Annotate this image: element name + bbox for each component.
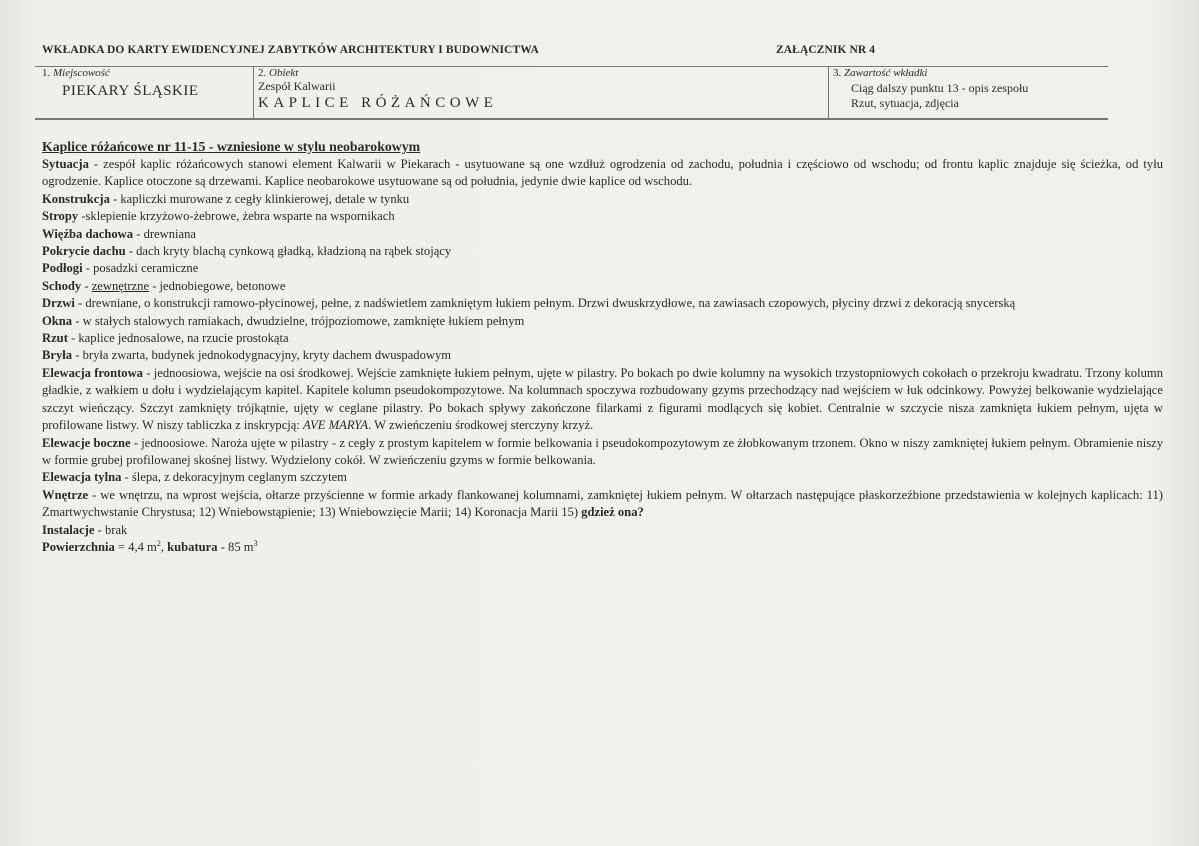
description: - w stałych stalowych ramiakach, dwudzielne, trójpoziomowe, zamknięte łukiem pełnym (72, 313, 525, 328)
description: - kapliczki murowane z cegły klinkierowej, detale w tynku (109, 191, 410, 206)
field-number: 2. (258, 67, 267, 79)
term: Elewacja tylna (42, 470, 122, 485)
paragraph-schody (42, 278, 1163, 295)
contents-line: Rzut, sytuacja, zdjęcia (851, 96, 959, 110)
description: - drewniana (133, 226, 197, 241)
description: - kaplice jednosalowe, na rzucie prostokąta (67, 331, 289, 346)
paragraph-drzwi (42, 295, 1163, 312)
paragraph-elewacja-tylna (42, 469, 1163, 486)
term: Instalacje (42, 522, 95, 537)
description: - bryła zwarta, budynek jednokodygnacyjny, kryty dachem dwuspadowym (72, 348, 452, 363)
term: Konstrukcja (42, 191, 110, 206)
description-body (42, 138, 1163, 556)
column-divider (253, 66, 254, 118)
term: Wnętrze (42, 487, 89, 502)
locality-value: PIEKARY ŚLĄSKIE (62, 83, 199, 99)
field-label: Miejscowość (53, 67, 110, 79)
section-heading: Kaplice różańcowe nr 11-15 - wzniesione w stylu neobarokowym (42, 139, 421, 154)
field-number: 1. (42, 67, 51, 79)
paragraph-sytuacja (42, 156, 1163, 191)
description: - ślepa, z dekoracyjnym ceglanym szczytem (121, 470, 347, 485)
inscription: AVE MARYA (303, 418, 369, 433)
field-object (258, 67, 823, 118)
paragraph-elewacje-boczne (42, 435, 1163, 470)
field-label: Zawartość wkładki (844, 67, 928, 79)
field-contents (833, 67, 1103, 118)
superscript: 3 (253, 538, 258, 548)
paragraph-konstrukcja (42, 191, 1163, 208)
contents-line: Ciąg dalszy punktu 13 - opis zespołu (851, 81, 1029, 95)
term: Podłogi (42, 261, 83, 276)
term: Pokrycie dachu (42, 244, 126, 259)
term: Elewacje boczne (42, 435, 131, 450)
column-divider (828, 66, 829, 118)
separator: - (81, 278, 92, 293)
paragraph-pokrycie (42, 243, 1163, 260)
term: Drzwi (42, 296, 75, 311)
term: Więźba dachowa (42, 226, 134, 241)
field-locality (42, 67, 252, 118)
description: -sklepienie krzyżowo-żebrowe, żebra wsparte na wspornikach (78, 209, 395, 224)
paragraph-wnetrze (42, 487, 1163, 522)
paragraph-podlogi (42, 260, 1163, 277)
paragraph-wiezba (42, 226, 1163, 243)
paragraph-stropy (42, 208, 1163, 225)
note: gdzież ona? (581, 505, 644, 520)
description: - we wnętrzu, na wprost wejścia, ołtarze przyścienne w formie arkady flankowanej kolumnami, zamkniętej łukiem pełnym. W ołtarzach następujące płaskorzeźbione przedstawienia w kolejnych kaplicach: 11) Zmartwychwstanie Chrystusa; 12) Wniebowstąpienie; 13) Wniebowzięcie Marii; 14) Koronacja Marii 15) (42, 487, 1163, 520)
description: - dach kryty blachą cynkową gładką, kładzioną na rąbek stojący (125, 244, 452, 259)
object-name: KAPLICE RÓŻAŃCOWE (258, 95, 498, 111)
term: Elewacja frontowa (42, 365, 143, 380)
term: Rzut (42, 331, 68, 346)
paragraph-okna (42, 313, 1163, 330)
term: Okna (42, 313, 73, 328)
term: Stropy (42, 209, 79, 224)
object-complex: Zespół Kalwarii (258, 79, 336, 93)
field-number: 3. (833, 67, 842, 79)
description: - jednoosiowa, wejście na osi środkowej. Wejście zamknięte łukiem pełnym, ujęte w pilastry. Po bokach po dwie kolumny na wysokich trzystopniowych cokołach o przekroju kwadratu. Trzony kolumn gładkie, z wałkiem u dołu i wydzielającym kapitel. Kapitele kolumn pseudokompozytowe. Na kolumnach spoczywa rozbudowany gzyms przechodzący nad wejściem w łuk odcinkowy. Powyżej belkowanie wydzielające szczyt wieńczący. Szczyt zamknięty trójkątnie, ujęty w ceglane pilastry. Po bokach spływy zakończone filarkami z figurami modlących się kobiet. Centralnie w szczycie nisza zamknięta łukiem pełnym, ujęta w profilowane listwy. W niszy tabliczka z inskrypcją: (42, 365, 1163, 433)
term: Sytuacja (42, 157, 89, 171)
annex-number: ZAŁĄCZNIK NR 4 (776, 44, 876, 56)
paragraph-powierzchnia (42, 539, 1163, 556)
description: - zespół kaplic różańcowych stanowi element Kalwarii w Piekarach - usytuowane są one wzdłuż ogrodzenia od zachodu, południa i częściowo od wschodu; od frontu kaplic znajduje się ścieżka, od tyłu ogrodzenie. Kaplice otoczone są drzewami. Kaplice neobarokowe usytuowane są od południa, jedynie dwie kaplice od wschodu. (42, 157, 1163, 189)
term: Schody (42, 278, 82, 293)
table-bottom-rule (35, 118, 1108, 120)
description: - drewniane, o konstrukcji ramowo-płycinowej, pełne, z nadświetlem zamkniętym łukiem pełnym. Drzwi dwuskrzydłowe, na zawiasach czopowych, płyciny drzwi z dekoracją snycerską (74, 296, 1016, 311)
volume-value: - 85 m (217, 539, 254, 554)
underlined-text: zewnętrzne (91, 278, 150, 293)
term: Bryła (42, 348, 73, 363)
description: . W zwieńczeniu środkowej sterczyny krzyż. (368, 418, 594, 433)
description: - posadzki ceramiczne (82, 261, 199, 276)
term: kubatura (167, 539, 218, 554)
description: - brak (94, 522, 128, 537)
paragraph-instalacje (42, 522, 1163, 539)
term: Powierzchnia (42, 539, 115, 554)
form-title: WKŁADKA DO KARTY EWIDENCYJNEJ ZABYTKÓW ARCHITEKTURY I BUDOWNICTWA (42, 44, 539, 56)
paragraph-rzut (42, 330, 1163, 347)
description: - jednoosiowe. Naroża ujęte w pilastry - z cegły z prostym kapitelem w formie belkowania i pseudokompozytowym ze żłobkowanym trzonem. Okno w niszy zamkniętej łukiem pełnym. Obramienie niszy w formie grubej profilowanej skośnej listwy. Wydzielony cokół. W zwieńczeniu gzyms w formie belkowania. (42, 435, 1163, 467)
separator: , (160, 539, 168, 554)
area-value: = 4,4 m (114, 539, 157, 554)
paragraph-elewacja-frontowa (42, 365, 1163, 435)
superscript: 2 (156, 538, 161, 548)
field-label: Obiekt (269, 67, 299, 79)
description: - jednobiegowe, betonowe (149, 278, 286, 293)
paragraph-bryla (42, 347, 1163, 364)
